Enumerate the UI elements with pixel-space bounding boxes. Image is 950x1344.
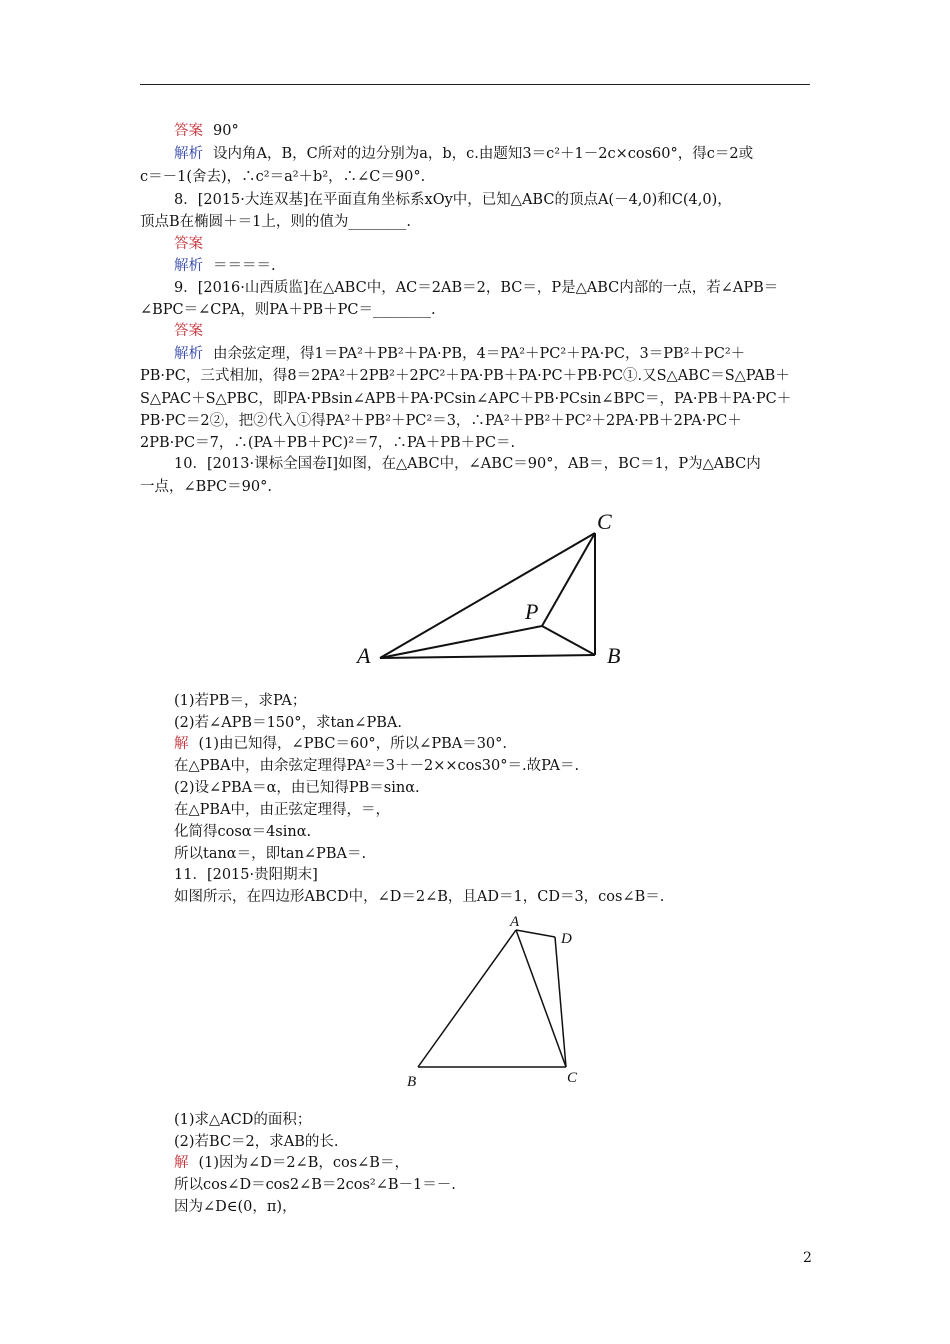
solution-10: 解 (1)由已知得，∠PBC＝60°，所以∠PBA＝30°. — [174, 736, 508, 752]
text-line: 2PB·PC＝7，∴(PA＋PB＋PC)²＝7，∴PA＋PB＋PC＝. — [140, 435, 516, 451]
quadrilateral-abcd-figure — [398, 910, 588, 1095]
text-line: 顶点B在椭圆＋＝1上，则的值为________. — [140, 214, 411, 230]
subquestion-1: (1)求△ACD的面积； — [174, 1112, 312, 1128]
question-10: 10．[2013·课标全国卷Ⅰ]如图，在△ABC中，∠ABC＝90°，AB＝，BC＝1，P为△ABC内 — [174, 456, 761, 472]
answer-7: 答案 90° — [174, 123, 239, 139]
answer-8: 答案 — [174, 236, 203, 252]
header-rule — [140, 84, 810, 85]
edge-ap — [380, 626, 542, 658]
vertex-label-b: B — [407, 1074, 417, 1090]
text-line: PB·PC＝2②，把②代入①得PA²＋PB²＋PC²＝3，∴PA²＋PB²＋PC²＋2PA·PB＋2PA·PC＋ — [140, 413, 742, 429]
edge-pc — [542, 533, 595, 626]
text-line: 化简得cosα＝4sinα. — [174, 824, 312, 840]
text-line: 所以cos∠D＝cos2∠B＝2cos²∠B－1＝－. — [174, 1177, 456, 1193]
analysis-8: 解析 ＝＝＝＝. — [174, 258, 276, 274]
edge-dc — [555, 937, 566, 1067]
text-line: c＝－1(舍去)，∴c²＝a²＋b²，∴∠C＝90°. — [140, 169, 426, 185]
subquestion-1: (1)若PB＝，求PA； — [174, 693, 307, 709]
triangle-abc-figure — [355, 505, 625, 675]
question-11: 11．[2015·贵阳期末] — [174, 867, 318, 883]
subquestion-2: (2)若BC＝2，求AB的长. — [174, 1134, 339, 1150]
answer-9: 答案 — [174, 323, 203, 339]
analysis-9: 解析 由余弦定理，得1＝PA²＋PB²＋PA·PB，4＝PA²＋PC²＋PA·PC，3＝PB²＋PC²＋ — [174, 346, 746, 362]
edge-pb — [542, 626, 595, 655]
edge-ab — [380, 655, 595, 658]
text-line: 因为∠D∈(0，π)， — [174, 1199, 297, 1215]
vertex-label-p: P — [525, 599, 539, 624]
vertex-label-a: A — [357, 643, 371, 668]
vertex-label-a: A — [510, 914, 520, 930]
text-line: 如图所示，在四边形ABCD中，∠D＝2∠B，且AD＝1，CD＝3，cos∠B＝. — [174, 889, 665, 905]
text-line: 在△PBA中，由正弦定理得，＝， — [174, 802, 391, 818]
vertex-label-d: D — [561, 931, 572, 947]
text-line: 在△PBA中，由余弦定理得PA²＝3＋－2××cos30°＝.故PA＝. — [174, 758, 580, 774]
vertex-label-c: C — [567, 1070, 578, 1086]
question-8: 8．[2015·大连双基]在平面直角坐标系xOy中，已知△ABC的顶点A(－4,0)和C(4,0)， — [174, 192, 732, 208]
vertex-label-b: B — [607, 643, 621, 668]
edge-ad — [516, 930, 555, 937]
edge-ac — [380, 533, 595, 658]
edge-ba — [418, 930, 516, 1067]
text-line: 所以tanα＝，即tan∠PBA＝. — [174, 846, 367, 862]
text-line: (2)设∠PBA＝α，由已知得PB＝sinα. — [174, 780, 420, 796]
question-9: 9．[2016·山西质监]在△ABC中，AC＝2AB＝2，BC＝，P是△ABC内部的一点，若∠APB＝ — [174, 280, 779, 296]
text-line: 一点，∠BPC＝90°. — [140, 479, 272, 495]
analysis-7: 解析 设内角A，B，C所对的边分别为a，b，c.由题知3＝c²＋1－2c×cos60°，得c＝2或 — [174, 146, 754, 162]
text-line: S△PAC＋S△PBC，即PA·PBsin∠APB＋PA·PCsin∠APC＋PB·PCsin∠BPC＝，PA·PB＋PA·PC＋ — [140, 391, 792, 407]
text-line: PB·PC，三式相加，得8＝2PA²＋2PB²＋2PC²＋PA·PB＋PA·PC＋PB·PC①.又S△ABC＝S△PAB＋ — [140, 368, 790, 384]
edge-ac — [516, 930, 566, 1067]
subquestion-2: (2)若∠APB＝150°，求tan∠PBA. — [174, 715, 402, 731]
solution-11: 解 (1)因为∠D＝2∠B，cos∠B＝， — [174, 1155, 409, 1171]
text-line: ∠BPC＝∠CPA，则PA＋PB＋PC＝________. — [140, 302, 436, 318]
page-number: 2 — [803, 1250, 812, 1266]
vertex-label-c: C — [597, 509, 612, 534]
